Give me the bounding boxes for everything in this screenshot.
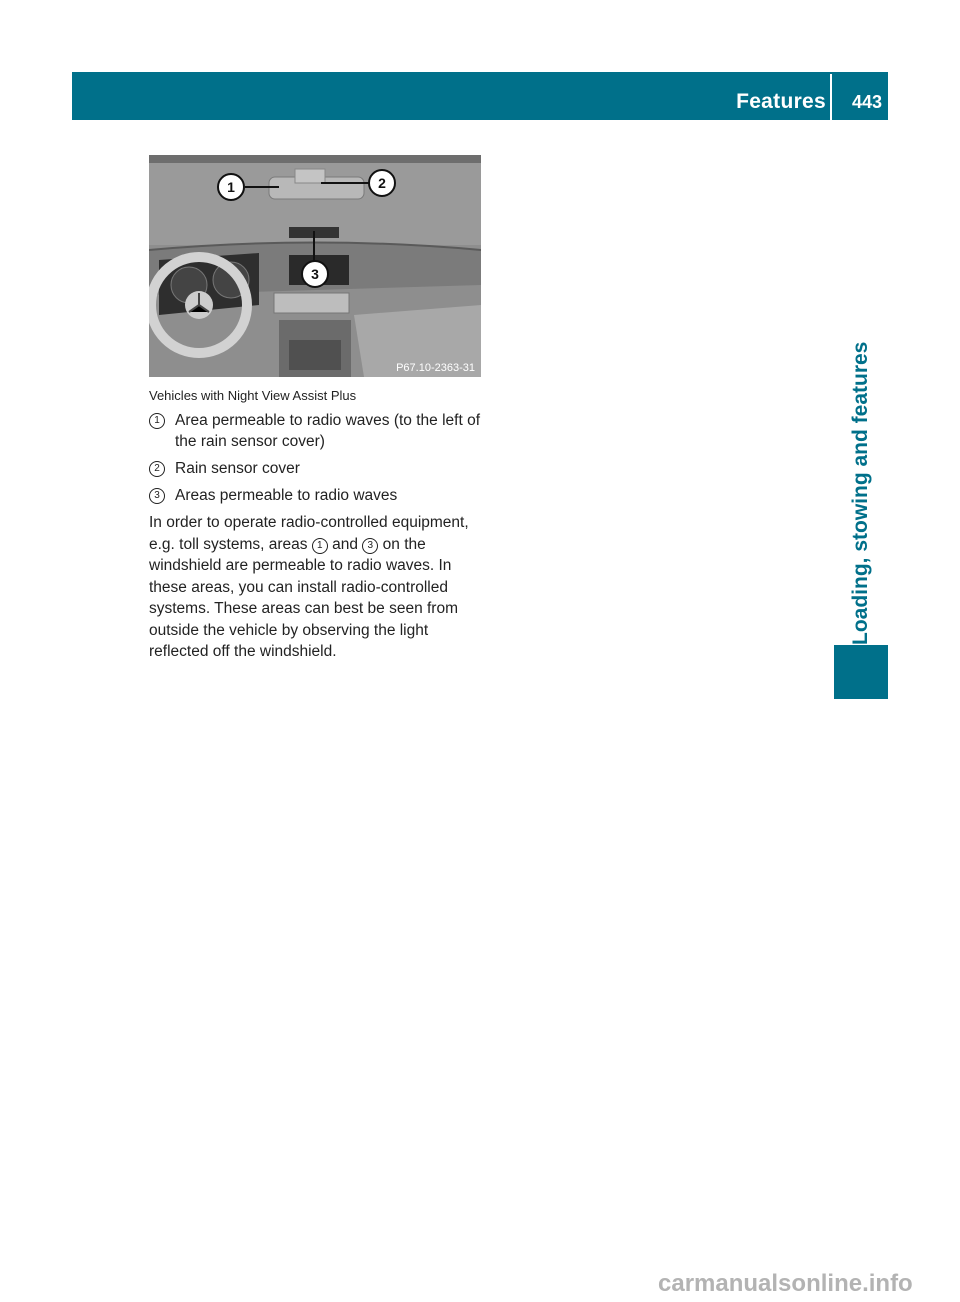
chapter-marker (834, 645, 888, 699)
body-text-part2: and (332, 535, 359, 553)
dashboard-figure (149, 155, 481, 377)
callout-1 (218, 174, 244, 200)
chapter-title: Loading, stowing and features (849, 341, 872, 645)
image-code: P67.10-2363-31 (396, 362, 475, 374)
chapter-tab (834, 120, 888, 645)
page-number: 443 (851, 92, 882, 112)
legend-text: Area permeable to radio waves (to the left of the rain sensor cover) (175, 412, 480, 450)
callout-2 (369, 170, 395, 196)
legend-item-3 (149, 485, 489, 506)
figure-caption: Vehicles with Night View Assist Plus (149, 388, 357, 403)
body-ref-1: 1 (312, 538, 328, 554)
body-text-part3: on the windshield are permeable to radio waves. In these areas, you can install radio-controlled systems. These areas can best be seen from outside the vehicle by observing the light reflected off the windshield. (149, 535, 459, 660)
legend-number: 1 (149, 413, 165, 429)
dashboard-illustration (149, 155, 481, 377)
callout-3-label: 3 (311, 266, 319, 282)
callout-3 (302, 261, 328, 287)
legend-text: Areas permeable to radio waves (175, 487, 398, 504)
callout-1-label: 1 (227, 179, 235, 195)
section-title: Features (736, 90, 826, 113)
page-header (72, 72, 888, 120)
figure-legend (149, 410, 489, 512)
legend-number: 3 (149, 488, 165, 504)
header-divider (830, 74, 832, 120)
legend-number: 2 (149, 461, 165, 477)
body-ref-3: 3 (362, 538, 378, 554)
body-text-part1: In order to operate radio-controlled equipment, e.g. toll systems, areas (149, 514, 469, 553)
body-paragraph (149, 512, 485, 663)
watermark: carmanualsonline.info (658, 1270, 913, 1297)
callout-2-label: 2 (378, 175, 386, 191)
legend-text: Rain sensor cover (175, 460, 300, 477)
legend-item-1 (149, 410, 489, 452)
legend-item-2 (149, 458, 489, 479)
